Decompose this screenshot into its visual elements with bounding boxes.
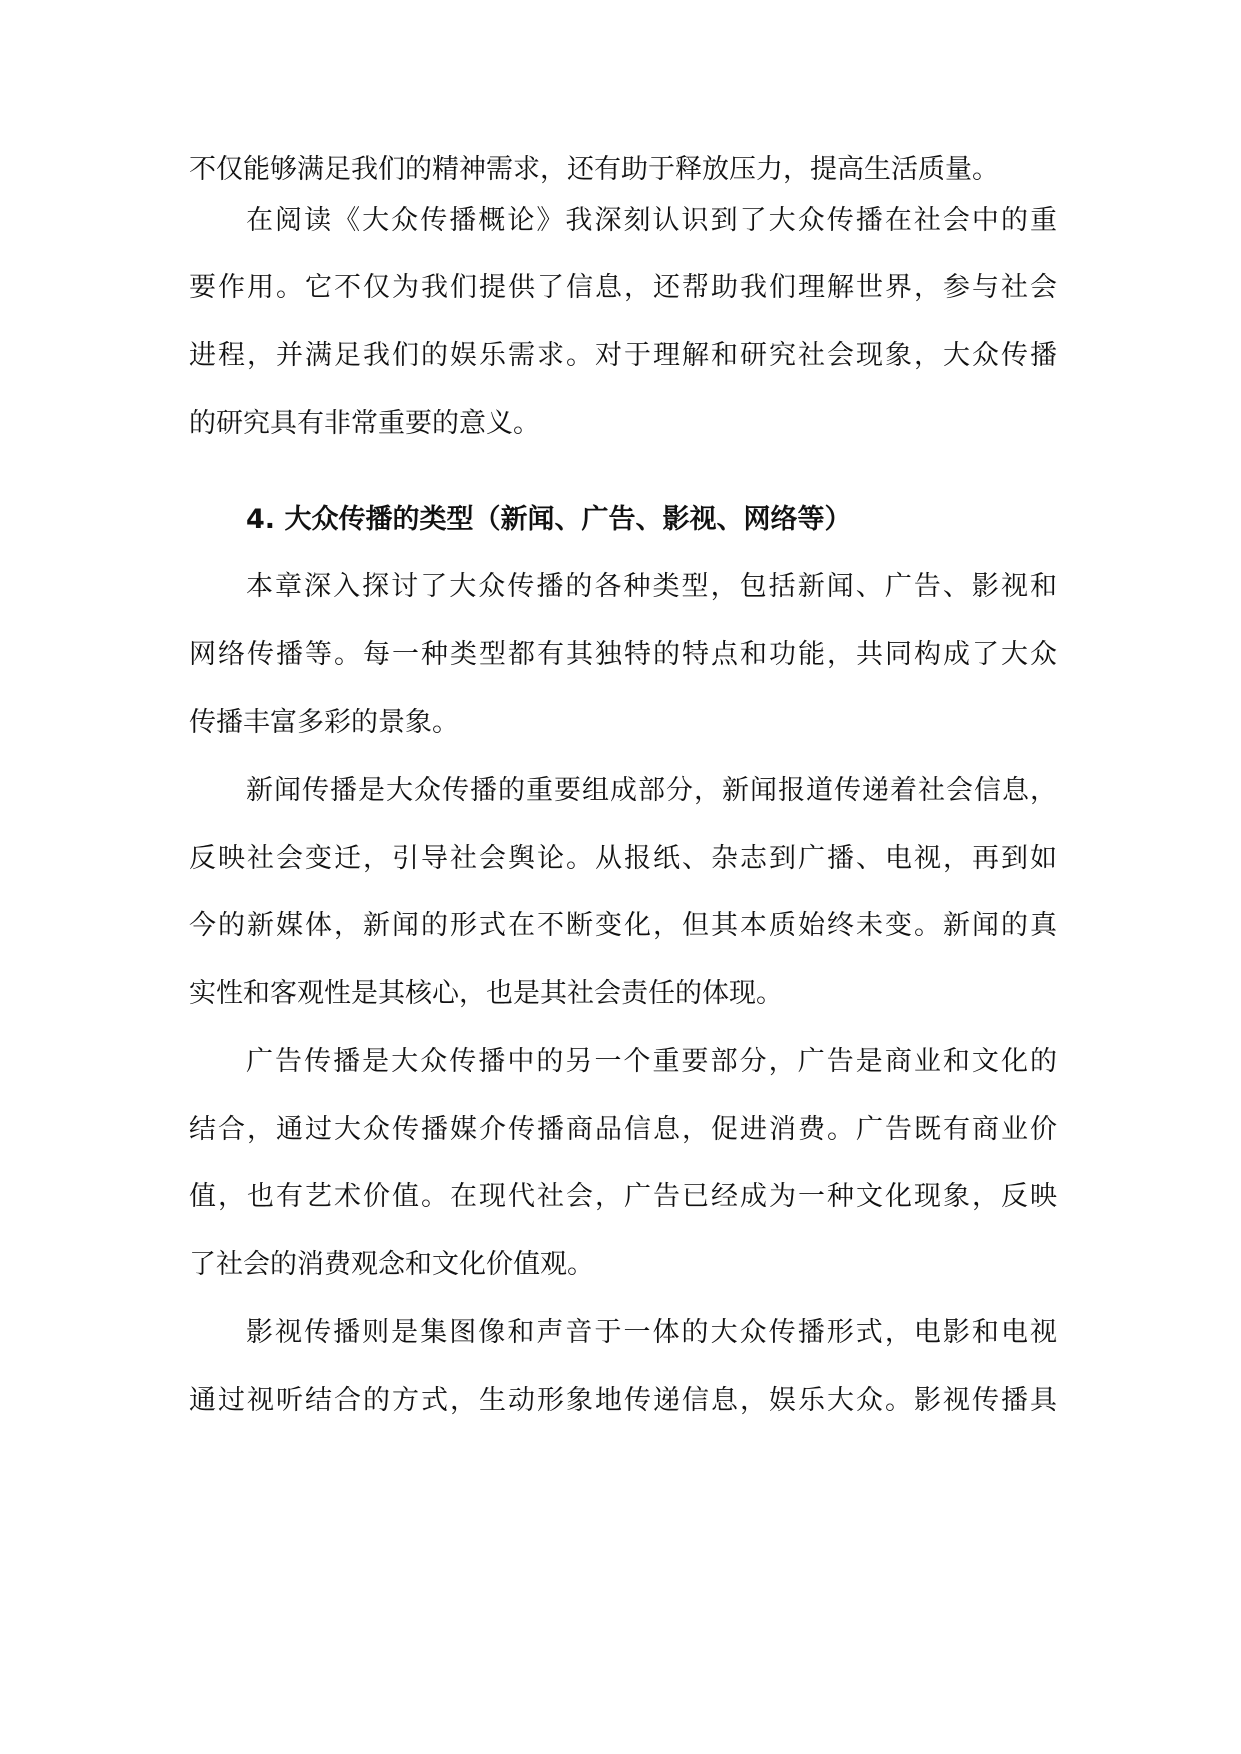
paragraph-line: 反映社会变迁，引导社会舆论。从报纸、杂志到广播、电视，再到如 [189,843,1057,874]
paragraph-line: 影视传播则是集图像和声音于一体的大众传播形式，电影和电视 [246,1317,1057,1348]
paragraph-line: 要作用。它不仅为我们提供了信息，还帮助我们理解世界，参与社会 [189,272,1057,303]
paragraph-line: 在阅读《大众传播概论》我深刻认识到了大众传播在社会中的重 [246,205,1057,236]
paragraph-line: 实性和客观性是其核心，也是其社会责任的体现。 [189,978,783,1009]
paragraph-line: 今的新媒体，新闻的形式在不断变化，但其本质始终未变。新闻的真 [189,910,1057,941]
paragraph-line: 的研究具有非常重要的意义。 [189,408,540,439]
paragraph-line: 通过视听结合的方式，生动形象地传递信息，娱乐大众。影视传播具 [189,1385,1057,1416]
paragraph-line: 进程，并满足我们的娱乐需求。对于理解和研究社会现象，大众传播 [189,340,1057,371]
paragraph-line: 结合，通过大众传播媒介传播商品信息，促进消费。广告既有商业价 [189,1114,1057,1145]
paragraph-line: 传播丰富多彩的景象。 [189,707,459,738]
paragraph-line: 不仅能够满足我们的精神需求，还有助于释放压力，提高生活质量。 [189,154,999,185]
paragraph-line: 新闻传播是大众传播的重要组成部分，新闻报道传递着社会信息， [246,775,1057,806]
paragraph-line: 网络传播等。每一种类型都有其独特的特点和功能，共同构成了大众 [189,639,1057,670]
paragraph-line: 广告传播是大众传播中的另一个重要部分，广告是商业和文化的 [246,1046,1057,1077]
paragraph-line: 值，也有艺术价值。在现代社会，广告已经成为一种文化现象，反映 [189,1181,1057,1212]
paragraph-line: 本章深入探讨了大众传播的各种类型，包括新闻、广告、影视和 [246,571,1057,602]
section-heading: 4. 大众传播的类型（新闻、广告、影视、网络等） [246,504,852,535]
paragraph-line: 了社会的消费观念和文化价值观。 [189,1249,594,1280]
